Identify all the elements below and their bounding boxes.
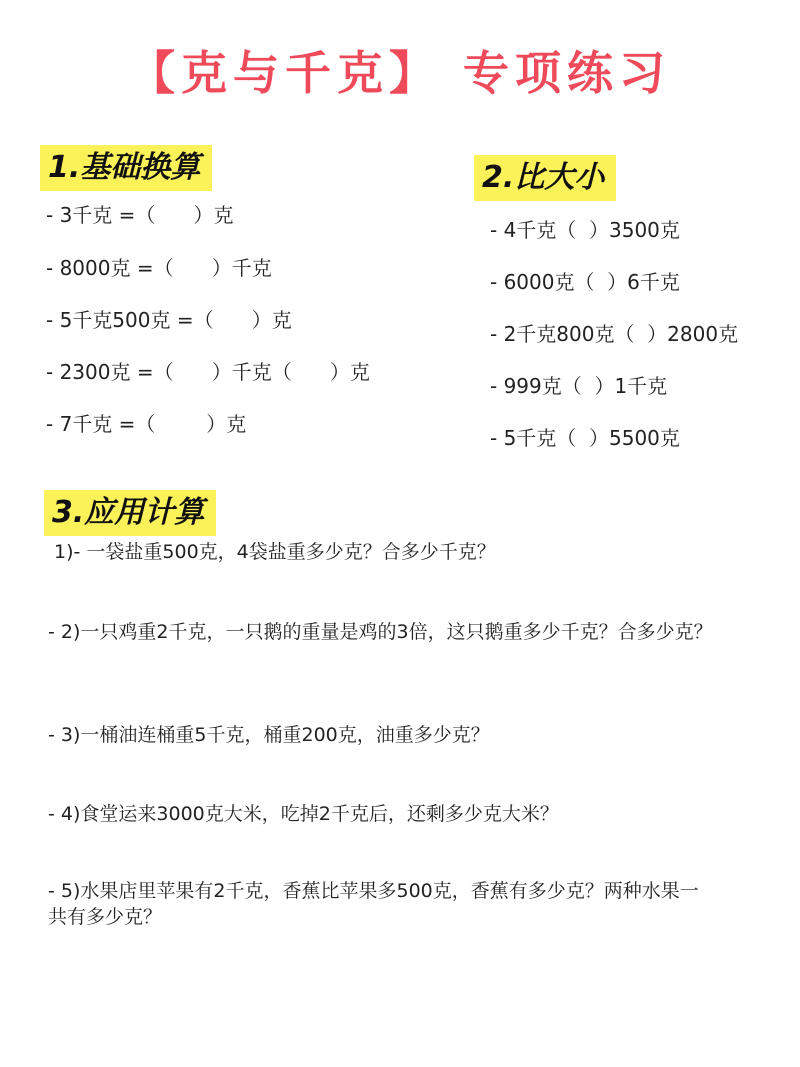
conversion-item: - 7千克 =（ ）克 [46,412,247,436]
compare-item: - 4千克（ ）3500克 [490,218,680,242]
page-title: 【克与千克】 专项练习 [128,46,671,100]
conversion-item: - 3千克 =（ ）克 [46,203,234,227]
conversion-item: - 5千克500克 =（ ）克 [46,308,292,332]
compare-item: - 6000克（ ）6千克 [490,270,680,294]
word-problem: - 5)水果店里苹果有2千克，香蕉比苹果多500克，香蕉有多少克？两种水果一共有多少克？ [48,880,699,928]
word-problem: - 3)一桶油连桶重5千克，桶重200克，油重多少克？ [48,724,490,746]
word-problem: - 2)一只鸡重2千克，一只鹅的重量是鸡的3倍，这只鹅重多少千克？合多少克？ [48,621,713,643]
compare-item: - 5千克（ ）5500克 [490,426,680,450]
conversion-item: - 8000克 =（ ）千克 [46,256,272,280]
section-heading-basic-conversion: 1.基础换算 [40,145,212,191]
conversion-item: - 2300克 =（ ）千克（ ）克 [46,360,370,384]
word-problem: - 4)食堂运来3000克大米，吃掉2千克后，还剩多少克大米？ [48,803,559,825]
section-heading-compare: 2.比大小 [474,155,616,201]
compare-item: - 999克（ ）1千克 [490,374,668,398]
section-heading-application: 3.应用计算 [44,490,216,536]
word-problem: 1)- 一袋盐重500克，4袋盐重多少克？合多少千克？ [54,541,496,563]
compare-item: - 2千克800克（ ）2800克 [490,322,739,346]
